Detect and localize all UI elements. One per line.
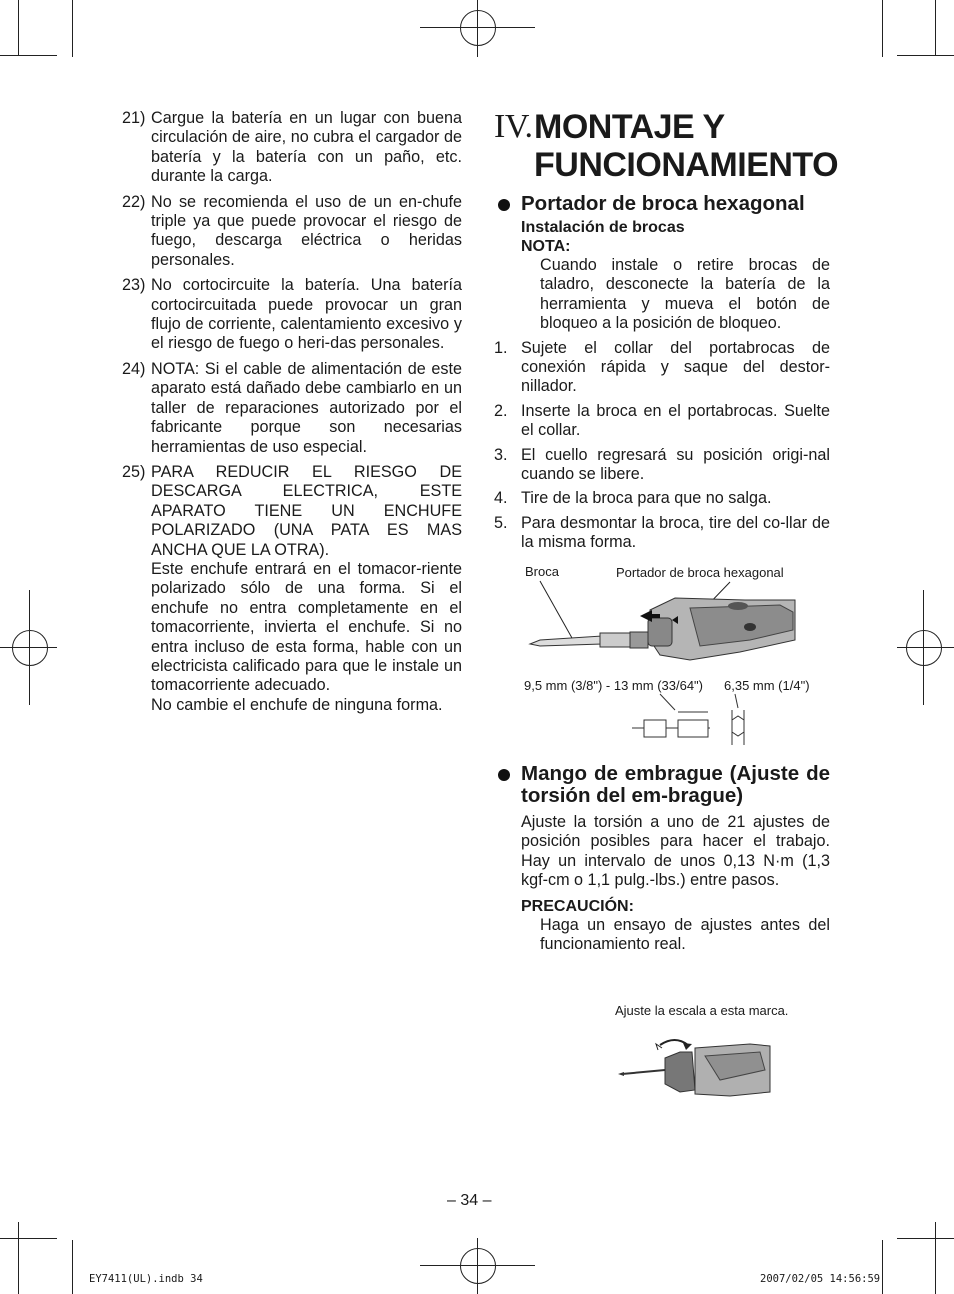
- step-text: Inserte la broca en el portabrocas. Suelte el collar.: [521, 401, 830, 440]
- item-text-extra: Este enchufe entrará en el tomacor-riente polarizado sólo de una forma. Si el enchufe no entra completamente en el tomacorriente, invierta el enchufe. Si no entra incluso de esta forma, hable con un electricista calificado para que le instale un tomacorriente adecuado.: [151, 559, 462, 695]
- fig-label-dimension-2: 6,35 mm (1/4"): [724, 678, 810, 693]
- step-text: Sujete el collar del portabrocas de conexión rápida y saque del destor-nillador.: [521, 338, 830, 396]
- item-text: No se recomienda el uso de un en-chufe triple ya que puede provocar el riesgo de fuego, descarga eléctrica o heridas personales.: [151, 192, 462, 269]
- clutch-text: Ajuste la torsión a uno de 21 ajustes de posición posibles para hacer el trabajo. Hay un intervalo de unos 0,13 N·m (1,3 kgf-cm o 1,1 pulg.-lbs.) entre pasos.: [521, 813, 830, 890]
- bullet-icon: [498, 769, 510, 781]
- fig-label-clutch: Ajuste la escala a esta marca.: [615, 1003, 789, 1018]
- step-text: El cuello regresará su posición origi-nal cuando se libere.: [521, 445, 830, 484]
- step-text: Para desmontar la broca, tire del co-llar de la misma forma.: [521, 513, 830, 552]
- section-title-line1: MONTAJE Y: [534, 108, 725, 146]
- step-number: 1.: [494, 338, 508, 357]
- item-text: PARA REDUCIR EL RIESGO DE DESCARGA ELECTRICA, ESTE APARATO TIENE UN ENCHUFE POLARIZADO (UNA PATA ES MAS ANCHA QUE LA OTRA).: [151, 462, 462, 559]
- clutch-illustration: [600, 1000, 830, 1100]
- caution-text: Haga un ensayo de ajustes antes del funcionamiento real.: [540, 915, 830, 954]
- clutch-heading: [494, 763, 830, 807]
- item-number: 21): [122, 109, 146, 127]
- step-number: 3.: [494, 445, 508, 464]
- list-item: [122, 463, 462, 715]
- item-number: 25): [122, 462, 146, 481]
- bullet-icon: [498, 199, 510, 211]
- fig-label-dimension-1: 9,5 mm (3/8") - 13 mm (33/64"): [524, 678, 703, 693]
- step-number: 2.: [494, 401, 508, 420]
- fig-label-bit: Broca: [525, 564, 559, 579]
- note-text: Cuando instale o retire brocas de taladro, desconecte la batería de la herramienta y mueva el botón de bloqueo a la posición de bloqueo.: [540, 256, 830, 333]
- list-item: [494, 402, 830, 441]
- note-label: NOTA:: [521, 238, 571, 255]
- item-number: 23): [122, 276, 146, 295]
- item-text-extra: No cambie el enchufe de ninguna forma.: [151, 695, 443, 714]
- list-item: [122, 360, 462, 457]
- list-item: [122, 109, 462, 187]
- item-text: No cortocircuite la batería. Una batería cortocircuitada puede provocar un gran flujo de corriente, calentamiento excesivo y el riesgo de fuego o heri-das personales.: [151, 276, 462, 353]
- section-title-line2: FUNCIONAMIENTO: [534, 146, 839, 184]
- hex-holder-figure: [510, 560, 830, 750]
- list-item: [494, 446, 830, 485]
- list-item: [494, 489, 830, 508]
- safety-list: [122, 109, 462, 721]
- list-item: [122, 193, 462, 271]
- list-item: [122, 276, 462, 354]
- list-item: [494, 514, 830, 553]
- item-number: 22): [122, 192, 146, 211]
- hex-subheading: Instalación de brocas: [521, 219, 685, 236]
- item-number: 24): [122, 359, 146, 378]
- page-number: – 34 –: [447, 1192, 492, 1209]
- step-text: Tire de la broca para que no salga.: [521, 489, 772, 508]
- section-title: [494, 108, 839, 184]
- fig-label-holder: Portador de broca hexagonal: [616, 565, 784, 580]
- clutch-heading-text: Mango de embrague (Ajuste de torsión del em-brague): [521, 762, 830, 807]
- footer-file-name: EY7411(UL).indb 34: [89, 1273, 203, 1285]
- clutch-figure: [600, 1000, 830, 1100]
- install-steps: [494, 339, 830, 553]
- item-text: NOTA: Si el cable de alimentación de este aparato está dañado debe cambiarlo en un taller de reparaciones autorizado por el fabricante porque son necesarias herramientas de uso especial.: [151, 359, 462, 456]
- list-item: [494, 339, 830, 397]
- footer-timestamp: 2007/02/05 14:56:59: [760, 1273, 881, 1285]
- step-number: 5.: [494, 513, 508, 532]
- bit-dimension-drawing: [510, 690, 830, 750]
- caution-label: PRECAUCIÓN:: [521, 897, 634, 915]
- item-text: Cargue la batería en un lugar con buena circulación de aire, no cubra el cargador de batería y la batería con un paño, etc. durante la carga.: [151, 109, 462, 186]
- hex-holder-heading-text: Portador de broca hexagonal: [521, 192, 805, 215]
- section-roman-numeral: IV.: [494, 108, 533, 145]
- step-number: 4.: [494, 489, 508, 508]
- hex-holder-heading: [494, 193, 830, 215]
- section-assembly: [494, 108, 839, 553]
- section-clutch: [494, 763, 830, 954]
